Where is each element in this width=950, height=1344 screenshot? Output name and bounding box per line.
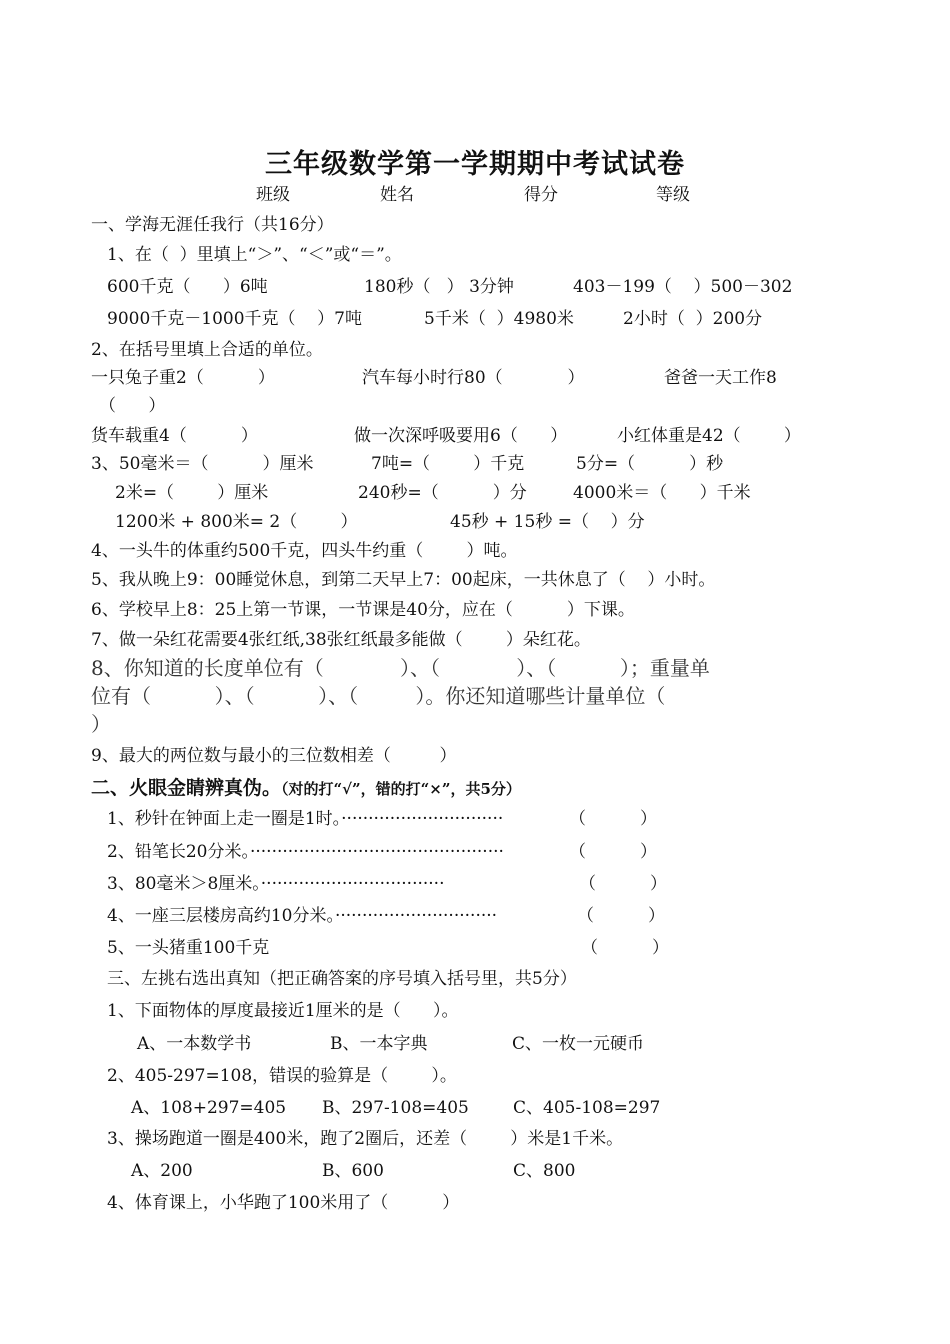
q2-item-wrap: （ ） [99,396,166,416]
q1-item: 9000千克－1000千克（ ）7吨 [107,309,362,329]
tf-answer-blank: （ ） [577,906,666,926]
mc-option: B、600 [322,1161,384,1181]
mc-option: C、800 [513,1161,576,1181]
q1-item: 180秒（ ） 3分钟 [364,277,514,297]
q8-text-line3: ） [91,712,111,736]
tf-item: 2、铅笔长20分米。··············································· [107,842,504,862]
q3-item: 240秒=（ ）分 [358,483,527,503]
part2-note: （对的打“√”，错的打“×”，共5分） [281,780,521,798]
mc-option: A、108+297=405 [131,1098,287,1118]
tf-answer-blank: （ ） [579,874,668,894]
grade-field-label: 等级 [656,185,690,205]
q2-item: 货车载重4（ ） [91,426,258,446]
q2-item: 汽车每小时行80（ ） [362,368,585,388]
tf-answer-blank: （ ） [581,938,670,958]
mc-option: C、一枚一元硬币 [512,1034,645,1054]
q4-text: 4、一头牛的体重约500千克，四头牛约重（ ）吨。 [91,541,518,561]
q3-item: 5分=（ ）秒 [576,454,724,474]
tf-item: 1、秒针在钟面上走一圈是1时。······························ [107,809,504,829]
q8-text-line1: 8、你知道的长度单位有（ ）、（ ）、（ ）；重量单 [91,656,710,680]
mc-stem: 2、405-297=108，错误的验算是（ ）。 [107,1066,457,1086]
q6-text: 6、学校早上8：25上第一节课，一节课是40分，应在（ ）下课。 [91,600,635,620]
q3-item: 1200米 + 800米= 2（ ） [115,512,358,532]
q2-item: 小红体重是42（ ） [617,426,801,446]
exam-title: 三年级数学第一学期期中考试试卷 [265,149,685,180]
score-field-label: 得分 [524,185,558,205]
q3-item: 7吨=（ ）千克 [371,454,525,474]
mc-option: C、405-108=297 [513,1098,661,1118]
tf-item: 5、一头猪重100千克 [107,938,270,958]
part2-title: 二、火眼金睛辨真伪。 [91,777,282,799]
mc-option: A、200 [131,1161,193,1181]
q3-item: 4000米＝（ ）千米 [573,483,751,503]
part2-heading [91,777,521,800]
q3-item: 3、50毫米＝（ ）厘米 [91,454,314,474]
q9-text: 9、最大的两位数与最小的三位数相差（ ） [91,746,457,766]
q2-item: 爸爸一天工作8 [664,368,777,388]
name-field-label: 姓名 [380,185,414,205]
tf-item: 3、80毫米＞8厘米。·································· [107,874,445,894]
q7-text: 7、做一朵红花需要4张红纸,38张红纸最多能做（ ）朵红花。 [91,630,591,650]
q2-stem: 2、在括号里填上合适的单位。 [91,340,323,360]
mc-option: A、一本数学书 [137,1034,252,1054]
q1-stem: 1、在（ ）里填上“＞”、“＜”或“＝”。 [107,245,402,265]
q3-item: 45秒 + 15秒 =（ ）分 [450,512,645,532]
mc-stem: 1、下面物体的厚度最接近1厘米的是（ ）。 [107,1001,459,1021]
q8-text-line2: 位有（ ）、（ ）、（ ）。你还知道哪些计量单位（ [91,684,666,708]
mc-stem: 3、操场跑道一圈是400米，跑了2圈后，还差（ ）米是1千米。 [107,1129,624,1149]
q3-item: 2米=（ ）厘米 [115,483,269,503]
mc-option: B、297-108=405 [322,1098,469,1118]
q1-item: 600千克（ ）6吨 [107,277,268,297]
q2-item: 一只兔子重2（ ） [91,368,275,388]
mc-option: B、一本字典 [330,1034,428,1054]
q1-item: 5千米（ ）4980米 [424,309,574,329]
part3-heading: 三、左挑右选出真知（把正确答案的序号填入括号里，共5分） [107,969,577,989]
tf-answer-blank: （ ） [569,809,658,829]
tf-answer-blank: （ ） [569,842,658,862]
q2-item: 做一次深呼吸要用6（ ） [354,426,568,446]
q1-item: 2小时（ ）200分 [623,309,763,329]
part1-heading: 一、学海无涯任我行（共16分） [91,215,334,235]
class-field-label: 班级 [256,185,290,205]
q1-item: 403－199（ ）500－302 [573,277,793,297]
q5-text: 5、我从晚上9：00睡觉休息，到第二天早上7：00起床，一共休息了（ ）小时。 [91,570,716,590]
mc-stem: 4、体育课上，小华跑了100米用了（ ） [107,1193,460,1213]
tf-item: 4、一座三层楼房高约10分米。······························ [107,906,498,926]
